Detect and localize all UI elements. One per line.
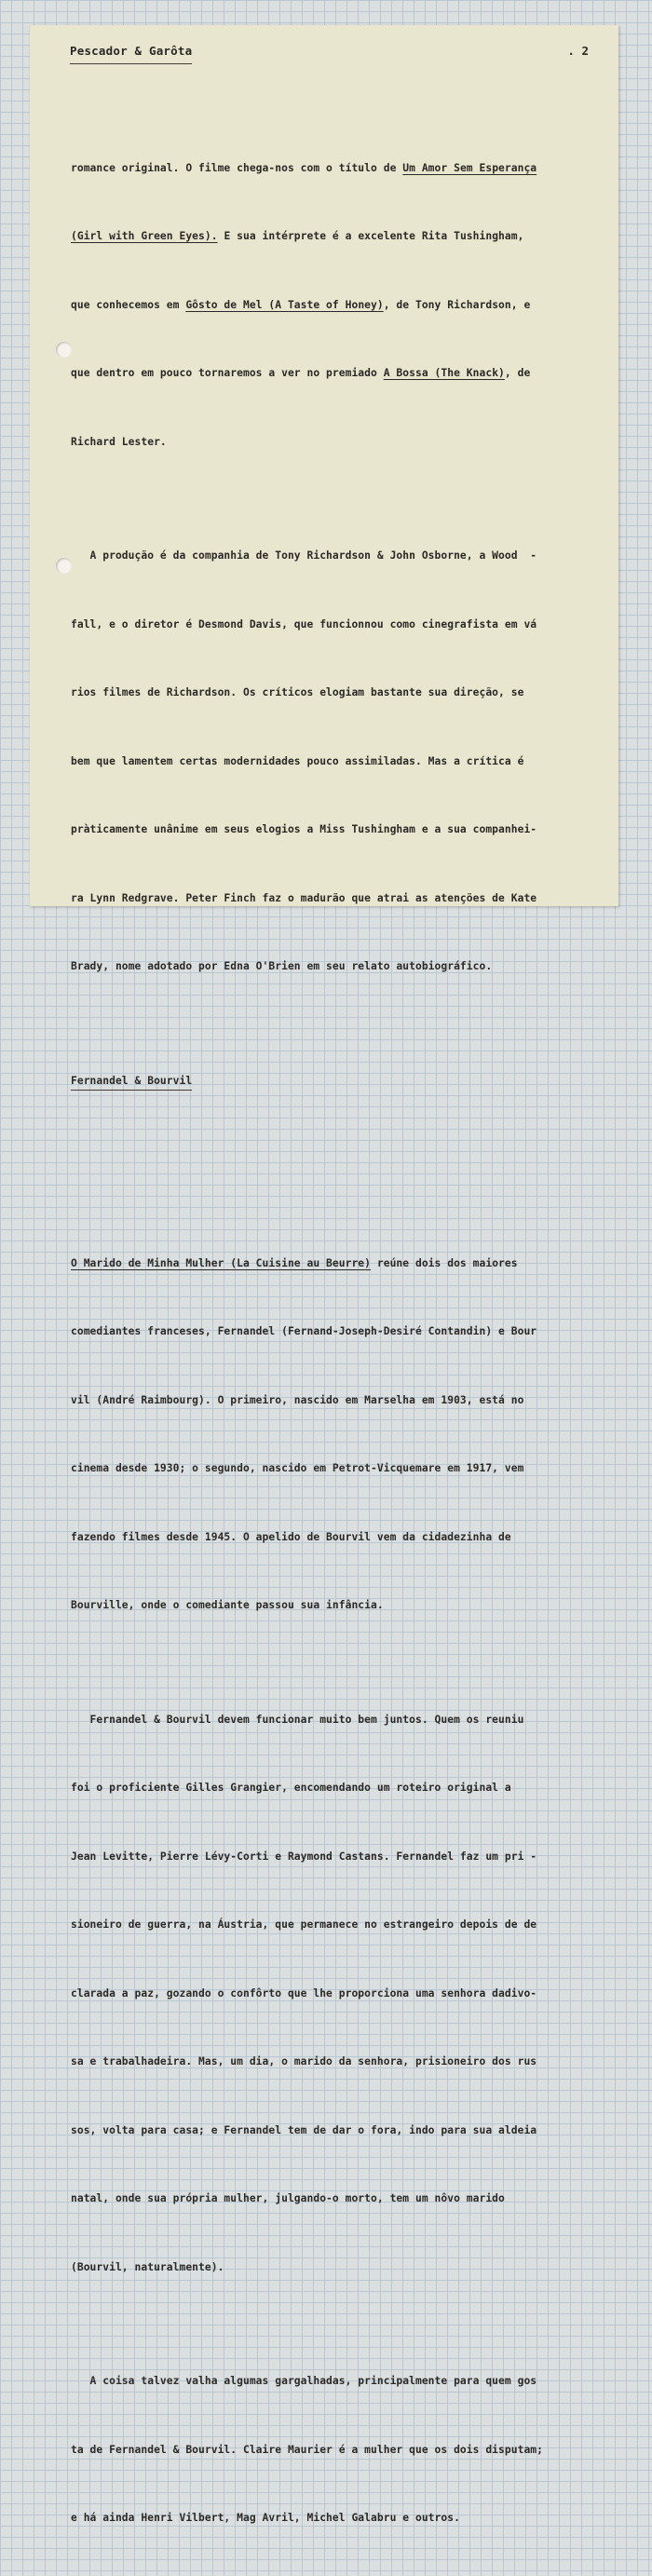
underlined-title: A Bossa (The Knack)	[383, 367, 505, 379]
text-line: (Bourvil, naturalmente).	[71, 2260, 224, 2273]
text-line: sa e trabalhadeira. Mas, um dia, o marido da senhora, prisioneiro dos rus	[71, 2055, 537, 2068]
text-line: Brady, nome adotado por Edna O'Brien em seu relato autobiográfico.	[71, 960, 493, 972]
punch-hole	[56, 558, 72, 574]
text-line: que dentro em pouco tornaremos a ver no premiado A Bossa (The Knack), de	[71, 367, 531, 379]
underlined-title: Gôsto de Mel (A Taste of Honey)	[185, 298, 384, 311]
text-line: comediantes franceses, Fernandel (Fernand-Joseph-Desiré Contandin) e Bour	[71, 1325, 537, 1337]
underlined-title: O Marido de Minha Mulher (La Cuisine au Beurre)	[71, 1256, 372, 1269]
text-line: ta de Fernandel & Bourvil. Claire Maurier é a mulher que os dois disputam;	[71, 2443, 543, 2456]
section-heading: Fernandel & Bourvil	[71, 1073, 192, 1091]
text-line: Jean Levitte, Pierre Lévy-Corti e Raymond Castans. Fernandel faz um pri -	[71, 1850, 537, 1863]
text-line: fall, e o diretor é Desmond Davis, que funcionnou como cinegrafista em vá	[71, 617, 537, 630]
underlined-title: Um Amor Sem Esperança	[402, 161, 537, 174]
page-header-title: Pescador & Garôta	[70, 44, 192, 64]
text-line: A coisa talvez valha algumas gargalhadas, principalmente para quem gos	[71, 2375, 537, 2387]
text-line: Richard Lester.	[71, 435, 167, 448]
underlined-title: (Girl with Green Eyes).	[71, 230, 218, 242]
text-line: romance original. O filme chega-nos com o título de Um Amor Sem Esperança	[71, 161, 537, 174]
text-line: natal, onde sua própria mulher, julgando-o morto, tem um nôvo marido	[71, 2192, 505, 2204]
page-number: . 2	[567, 44, 589, 58]
text-line: Bourville, onde o comediante passou sua infância.	[71, 1599, 384, 1611]
text-line: vil (André Raimbourg). O primeiro, nascido em Marselha em 1903, está no	[71, 1393, 524, 1406]
punch-hole	[56, 342, 72, 358]
text-line: rios filmes de Richardson. Os críticos elogiam bastante sua direção, se	[71, 686, 524, 698]
text-line: que conhecemos em Gôsto de Mel (A Taste of Honey), de Tony Richardson, e	[71, 298, 531, 311]
text-line: cinema desde 1930; o segundo, nascido em Petrot-Vicquemare em 1917, vem	[71, 1462, 524, 1474]
text-line: ra Lynn Redgrave. Peter Finch faz o madurão que atrai as atenções de Kate	[71, 891, 537, 904]
text-line: sioneiro de guerra, na Áustria, que permanece no estrangeiro depois de de	[71, 1918, 537, 1931]
text-line: clarada a paz, gozando o confôrto que lhe proporciona uma senhora dadivo-	[71, 1986, 537, 2000]
text-line: (Girl with Green Eyes). E sua intérprete é a excelente Rita Tushingham,	[71, 230, 524, 242]
text-line: fazendo filmes desde 1945. O apelido de Bourvil vem da cidadezinha de	[71, 1530, 511, 1543]
text-line: foi o proficiente Gilles Grangier, encomendando um roteiro original a	[71, 1782, 511, 1794]
text-line: A produção é da companhia de Tony Richardson & John Osborne, a Wood -	[71, 549, 537, 562]
text-line: sos, volta para casa; e Fernandel tem de dar o fora, indo para sua aldeia	[71, 2123, 537, 2136]
text-line: pràticamente unânime em seus elogios a Miss Tushingham e a sua companhei-	[71, 823, 537, 835]
document-body	[71, 88, 589, 2576]
text-line: bem que lamentem certas modernidades pouco assimiladas. Mas a crítica é	[71, 754, 524, 767]
text-line	[71, 1070, 589, 1093]
text-line: Fernandel & Bourvil devem funcionar muito bem juntos. Quem os reuniu	[71, 1713, 524, 1726]
typewritten-page	[30, 25, 618, 2524]
text-line: O Marido de Minha Mulher (La Cuisine au Beurre) reúne dois dos maiores	[71, 1256, 518, 1269]
text-line: e há ainda Henri Vilbert, Mag Avril, Michel Galabru e outros.	[71, 2512, 460, 2524]
blank-line	[71, 1138, 589, 1161]
